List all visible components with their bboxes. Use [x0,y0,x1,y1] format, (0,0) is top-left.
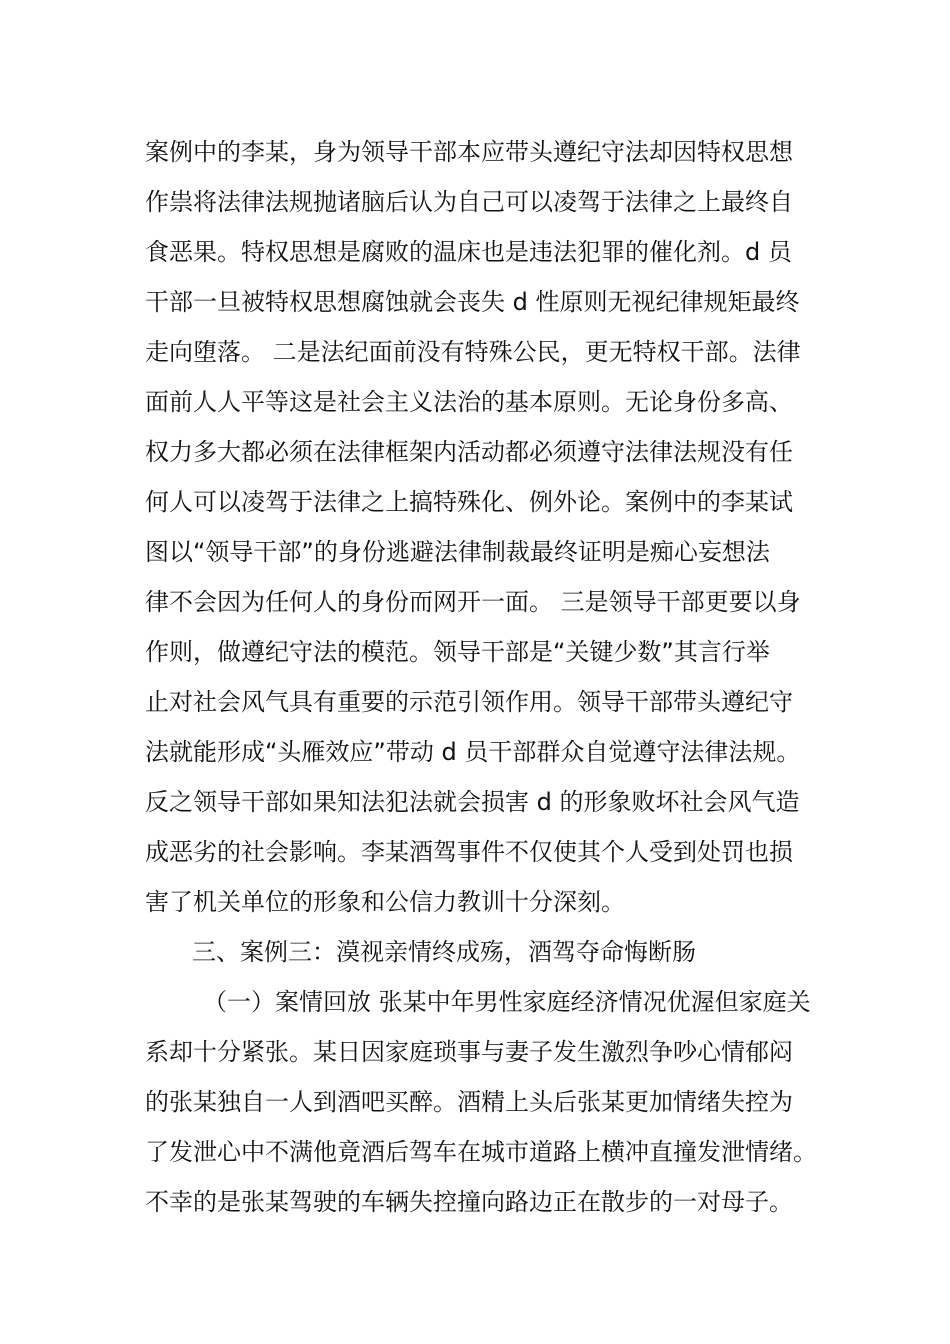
paragraph-line: 走向堕落。 二是法纪面前没有特殊公民，更无特权干部。法律 [145,338,801,366]
paragraph-line: 法就能形成“头雁效应”带动 d 员干部群众自觉遵守法律法规。 [145,738,801,766]
paragraph-line: 何人可以凌驾于法律之上搞特殊化、例外论。案例中的李某试 [145,488,793,516]
paragraph-line: 的张某独自一人到酒吧买醉。酒精上头后张某更加情绪失控为 [145,1088,793,1116]
paragraph-line: 律不会因为任何人的身份而网开一面。 三是领导干部更要以身 [145,588,801,616]
paragraph-line: 反之领导干部如果知法犯法就会损害 d 的形象败坏社会风气造 [145,788,800,816]
paragraph-line: 干部一旦被特权思想腐蚀就会丧失 d 性原则无视纪律规矩最终 [145,288,800,316]
paragraph-line: 作则，做遵纪守法的模范。领导干部是“关键少数”其言行举 [145,638,770,666]
paragraph-line: 害了机关单位的形象和公信力教训十分深刻。 [145,888,625,916]
paragraph-line: 作祟将法律法规抛诸脑后认为自己可以凌驾于法律之上最终自 [145,188,793,216]
paragraph-line: 食恶果。特权思想是腐败的温床也是违法犯罪的催化剂。d 员 [145,238,792,266]
section-heading: 三、案例三：漠视亲情终成殇，酒驾夺命悔断肠 [192,938,696,966]
paragraph-line: 案例中的李某，身为领导干部本应带头遵纪守法却因特权思想 [145,138,793,166]
document-body [145,127,845,1227]
paragraph-line: 面前人人平等这是社会主义法治的基本原则。无论身份多高、 [145,388,793,416]
paragraph-line: 权力多大都必须在法律框架内活动都必须遵守法律法规没有任 [145,438,793,466]
paragraph-line: 成恶劣的社会影响。李某酒驾事件不仅使其个人受到处罚也损 [145,838,793,866]
paragraph-line: 了发泄心中不满他竟酒后驾车在城市道路上横冲直撞发泄情绪。 [145,1138,817,1166]
subsection-heading-line: （一）案情回放 张某中年男性家庭经济情况优渥但家庭关 [203,988,811,1016]
paragraph-line: 系却十分紧张。某日因家庭琐事与妻子发生激烈争吵心情郁闷 [145,1038,793,1066]
paragraph-line: 止对社会风气具有重要的示范引领作用。领导干部带头遵纪守 [145,688,793,716]
paragraph-line: 不幸的是张某驾驶的车辆失控撞向路边正在散步的一对母子。 [145,1188,793,1216]
paragraph-line: 图以“领导干部”的身份逃避法律制裁最终证明是痴心妄想法 [145,538,770,566]
